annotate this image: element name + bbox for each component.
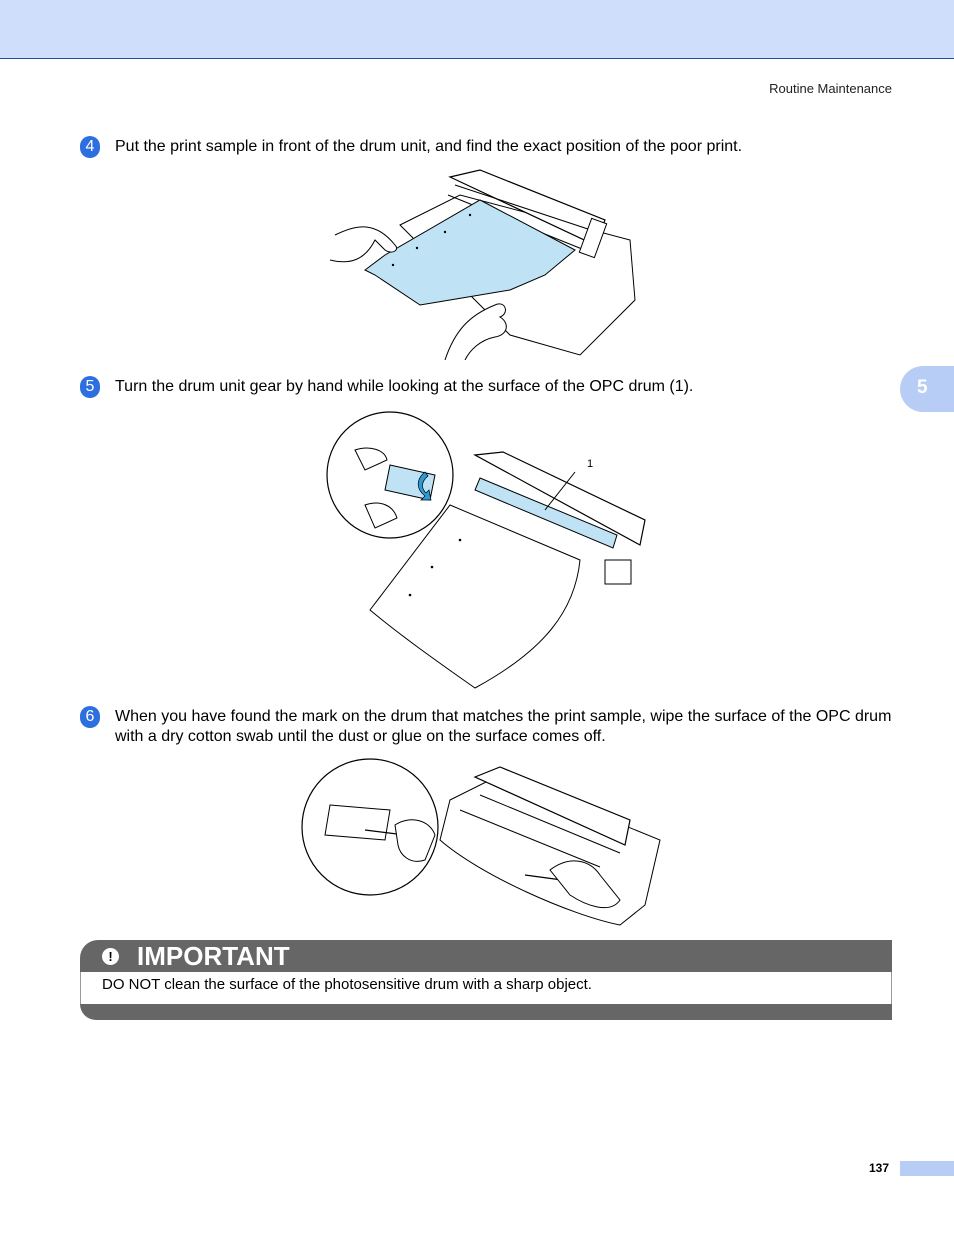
important-footer	[80, 1004, 892, 1020]
zoom-inset	[302, 759, 438, 895]
chapter-tab	[900, 366, 954, 412]
drum-gear-illustration	[325, 410, 655, 690]
exclamation-icon: !	[102, 948, 119, 965]
right-hand	[445, 304, 506, 360]
step-number-badge: 6	[80, 706, 100, 728]
step-text: Put the print sample in front of the drum unit, and find the exact position of the poor print.	[115, 138, 743, 155]
important-body	[80, 972, 892, 1004]
page-number-bar	[900, 1161, 954, 1176]
important-title: IMPORTANT	[137, 941, 290, 971]
step-number-badge: 4	[80, 136, 100, 158]
step-number-badge: 5	[80, 376, 100, 398]
hand-with-swab	[525, 861, 620, 908]
zoom-inset	[327, 412, 453, 538]
drum-unit	[460, 767, 630, 867]
important-header	[80, 940, 892, 972]
chapter-number: 5	[917, 377, 928, 398]
step-text: When you have found the mark on the drum that matches the print sample, wipe the surface of the OPC drum with a dry cotton swab until the dust or glue on the surface comes off.	[115, 708, 892, 745]
header-band	[0, 0, 954, 59]
print-sample-illustration	[330, 165, 650, 360]
running-head: Routine Maintenance	[769, 81, 892, 96]
step-text: Turn the drum unit gear by hand while looking at the surface of the OPC drum (1).	[115, 378, 694, 395]
cotton-swab-illustration	[300, 755, 675, 930]
opc-drum-callout: 1	[587, 458, 594, 470]
important-text: DO NOT clean the surface of the photosensitive drum with a sharp object.	[102, 976, 592, 993]
page-number: 137	[869, 1161, 890, 1175]
